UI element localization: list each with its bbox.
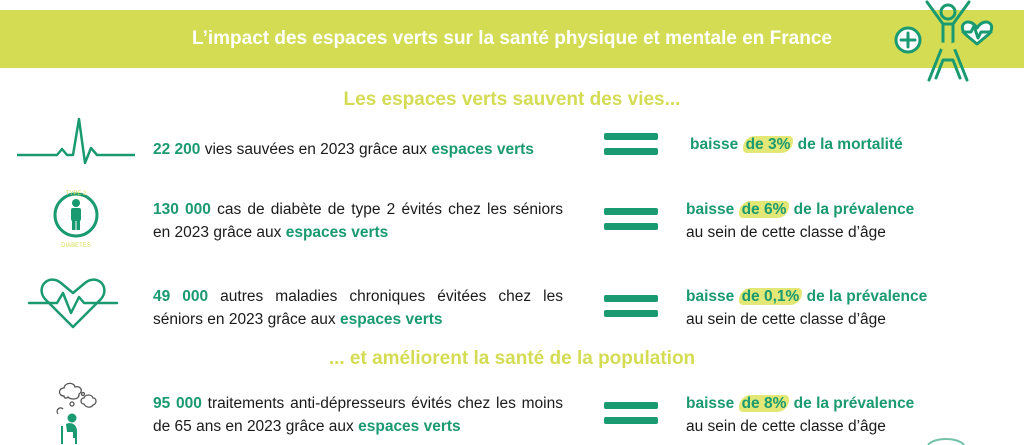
row-2-desc: cas de diabète de type 2 évités chez les séniors en 2023 grâce aux xyxy=(153,201,564,241)
row-1-result-prefix: baisse xyxy=(690,136,743,153)
row-4-green-term: espaces verts xyxy=(358,418,461,435)
row-2-green-term: espaces verts xyxy=(285,224,389,241)
row-4-result-prefix: baisse xyxy=(686,395,739,412)
equals-sign-1 xyxy=(604,133,658,163)
equals-sign-4 xyxy=(604,402,658,432)
row-3-green-term: espaces verts xyxy=(339,311,443,328)
equals-sign-2 xyxy=(604,208,658,238)
row-2-text xyxy=(153,198,563,244)
row-4-result-suffix: de la prévalence xyxy=(789,395,915,412)
row-3-result-note: au sein de cette classe d’âge xyxy=(686,311,886,328)
section-heading-health: ... et améliorent la santé de la population xyxy=(328,348,696,369)
row-3-result-percent: de 0,1% xyxy=(739,288,803,305)
row-1-result-suffix: de la mortalité xyxy=(793,136,903,153)
row-1-text xyxy=(153,138,563,161)
row-4-result-note: au sein de cette classe d’âge xyxy=(686,418,886,435)
row-4-text xyxy=(153,392,563,438)
row-4-result xyxy=(686,392,986,438)
row-2-result xyxy=(686,198,986,244)
row-1-desc: vies sauvées en 2023 grâce aux xyxy=(200,141,432,158)
row-3-result-suffix: de la prévalence xyxy=(802,288,928,305)
depressed-person-icon xyxy=(50,380,120,445)
row-2-result-prefix: baisse xyxy=(686,201,739,218)
page-title: L’impact des espaces verts sur la santé physique et mentale en France xyxy=(192,28,832,49)
equals-sign-3 xyxy=(604,295,658,325)
wellbeing-person-icon xyxy=(893,0,1003,82)
row-3-desc: autres maladies chroniques évitées chez les séniors en 2023 grâce aux xyxy=(153,288,563,328)
row-4-desc: traitements anti-dépresseurs évités chez les moins de 65 ans en 2023 grâce aux xyxy=(153,395,563,435)
row-3-text xyxy=(153,285,563,331)
section-heading-lives: Les espaces verts sauvent des vies... xyxy=(343,89,681,110)
row-2-number: 130 000 xyxy=(153,201,211,218)
row-2-result-suffix: de la prévalence xyxy=(789,201,915,218)
row-2-result-percent: de 6% xyxy=(739,201,790,218)
heart-pulse-icon xyxy=(27,275,119,331)
row-3-result xyxy=(686,285,986,331)
diabetes-icon-label-top: TYPE 2 xyxy=(65,191,87,197)
row-1-number: 22 200 xyxy=(153,141,201,158)
row-3-result-prefix: baisse xyxy=(686,288,739,305)
diabetes-type2-icon xyxy=(48,185,104,250)
row-4-result-percent: de 8% xyxy=(739,395,790,412)
row-3-number: 49 000 xyxy=(153,288,209,305)
row-2-result-note: au sein de cette classe d’âge xyxy=(686,224,886,241)
corner-decoration xyxy=(926,436,966,445)
diabetes-icon-label-bottom: DIABETES xyxy=(61,243,91,249)
row-1-result xyxy=(690,133,990,156)
row-4-number: 95 000 xyxy=(153,395,202,412)
row-1-result-percent: de 3% xyxy=(743,136,794,153)
row-1-green-term: espaces verts xyxy=(431,141,534,158)
heartbeat-line-icon xyxy=(17,114,135,164)
